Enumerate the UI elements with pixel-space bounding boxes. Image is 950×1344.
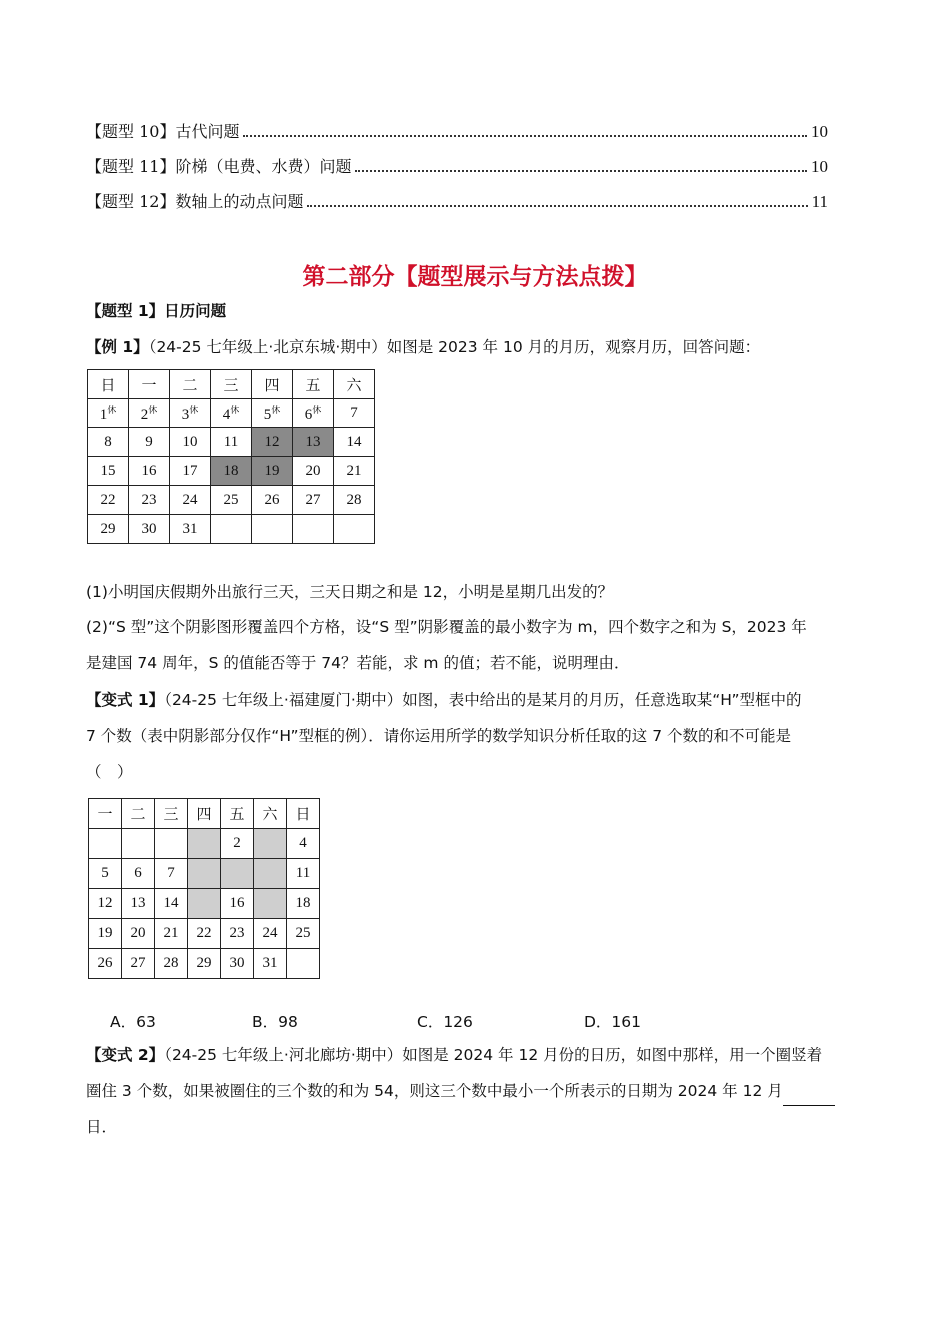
answer-blank[interactable] — [783, 1087, 835, 1106]
day-cell: 13 — [122, 889, 155, 919]
toc-row-type10[interactable] — [86, 118, 828, 142]
day-cell-empty — [293, 515, 334, 544]
day-cell-empty — [287, 949, 320, 979]
day-cell: 14 — [155, 889, 188, 919]
variant1-stem-line2: 7 个数（表中阴影部分仅作“H”型框的例）．请你运用所学的数学知识分析任取的这 7 个数的和不可能是 — [86, 727, 791, 745]
weekday-cell: 二 — [122, 799, 155, 829]
day-cell: 6 — [122, 859, 155, 889]
variant2-stem-line1 — [86, 1040, 866, 1070]
day-cell-shaded: 12 — [252, 428, 293, 457]
variant2-stem-line3: 日． — [86, 1118, 118, 1136]
day-cell — [129, 399, 170, 428]
weekday-cell: 一 — [89, 799, 122, 829]
day-cell: 20 — [293, 457, 334, 486]
day-cell — [334, 399, 375, 428]
day-cell: 18 — [287, 889, 320, 919]
day-number: 5 — [263, 406, 272, 423]
toc-page-number: 10 — [811, 157, 828, 176]
day-cell-empty — [211, 515, 252, 544]
weekday-cell: 六 — [334, 370, 375, 399]
day-cell: 4 — [287, 829, 320, 859]
calendar-week-row — [89, 829, 320, 859]
day-cell: 11 — [211, 428, 252, 457]
weekday-cell: 四 — [188, 799, 221, 829]
day-cell: 20 — [122, 919, 155, 949]
weekday-cell: 三 — [155, 799, 188, 829]
variant1-stem-line1 — [86, 685, 866, 715]
day-cell: 31 — [170, 515, 211, 544]
day-cell: 26 — [89, 949, 122, 979]
variant2-text: （24-25 七年级上·河北廊坊·期中）如图是 2024 年 12 月份的日历，如图中那样，用一个圈竖着 — [164, 1046, 823, 1064]
toc-label: 【题型 12】数轴上的动点问题 — [86, 192, 304, 211]
day-cell: 21 — [155, 919, 188, 949]
day-cell: 26 — [252, 486, 293, 515]
toc-leader-dots — [307, 205, 807, 207]
day-cell-empty — [155, 829, 188, 859]
toc-page-number: 11 — [811, 192, 828, 211]
calendar-h-frame — [88, 798, 320, 979]
option-c[interactable]: C．126 — [417, 1013, 473, 1031]
day-number: 2 — [140, 406, 149, 423]
example1-stem — [86, 332, 866, 362]
day-cell — [252, 399, 293, 428]
day-cell: 10 — [170, 428, 211, 457]
day-number: 3 — [181, 406, 190, 423]
day-cell: 16 — [221, 889, 254, 919]
day-cell-empty — [89, 829, 122, 859]
day-number: 7 — [350, 404, 358, 421]
calendar-week-row — [88, 457, 375, 486]
day-cell: 17 — [170, 457, 211, 486]
day-cell: 22 — [188, 919, 221, 949]
example1-text: （24-25 七年级上·北京东城·期中）如图是 2023 年 10 月的月历，观察月历，回答问题： — [148, 338, 761, 356]
day-cell: 11 — [287, 859, 320, 889]
weekday-cell: 三 — [211, 370, 252, 399]
example1-question-2-line2: 是建国 74 周年，S 的值能否等于 74？若能，求 m 的值；若不能，说明理由． — [86, 654, 630, 672]
day-cell: 31 — [254, 949, 287, 979]
variant2-stem-line2 — [86, 1076, 866, 1106]
weekday-cell: 四 — [252, 370, 293, 399]
calendar-week-row — [88, 486, 375, 515]
day-cell: 27 — [122, 949, 155, 979]
calendar-week-row — [89, 919, 320, 949]
day-cell-shaded — [188, 859, 221, 889]
toc-row-type12[interactable] — [86, 188, 828, 212]
toc-leader-dots — [243, 135, 807, 137]
day-cell: 25 — [211, 486, 252, 515]
day-cell-shaded: 18 — [211, 457, 252, 486]
part-title: 第二部分【题型展示与方法点拨】 — [302, 264, 648, 290]
day-cell: 16 — [129, 457, 170, 486]
day-cell — [211, 399, 252, 428]
day-cell — [293, 399, 334, 428]
type1-heading: 【题型 1】日历问题 — [86, 302, 227, 320]
day-cell-empty — [252, 515, 293, 544]
variant1-answer-bracket: （ ） — [86, 763, 133, 781]
day-cell: 21 — [334, 457, 375, 486]
holiday-mark: 休 — [189, 404, 199, 415]
variant1-text: （24-25 七年级上·福建厦门·期中）如图，表中给出的是某月的月历，任意选取某“H”型框中的 — [164, 691, 802, 709]
weekday-cell: 五 — [221, 799, 254, 829]
weekday-cell: 六 — [254, 799, 287, 829]
example1-question-1: (1)小明国庆假期外出旅行三天，三天日期之和是 12，小明是星期几出发的？ — [86, 583, 614, 601]
day-number: 4 — [222, 406, 231, 423]
day-cell-shaded — [188, 889, 221, 919]
example1-tag: 【例 1】 — [86, 338, 149, 356]
calendar-week-row — [88, 515, 375, 544]
day-cell: 12 — [89, 889, 122, 919]
day-cell: 2 — [221, 829, 254, 859]
weekday-cell: 一 — [129, 370, 170, 399]
holiday-mark: 休 — [148, 404, 158, 415]
day-cell: 24 — [170, 486, 211, 515]
day-cell: 14 — [334, 428, 375, 457]
holiday-mark: 休 — [230, 404, 240, 415]
day-cell — [88, 399, 129, 428]
day-cell: 9 — [129, 428, 170, 457]
toc-label: 【题型 10】古代问题 — [86, 122, 240, 141]
calendar-week-row — [89, 889, 320, 919]
day-cell: 23 — [129, 486, 170, 515]
option-b[interactable]: B．98 — [252, 1013, 298, 1031]
toc-page-number: 10 — [811, 122, 828, 141]
day-cell — [170, 399, 211, 428]
day-cell: 29 — [88, 515, 129, 544]
day-cell-shaded — [254, 889, 287, 919]
day-cell-shaded — [254, 829, 287, 859]
day-number: 6 — [304, 406, 313, 423]
toc-row-type11[interactable] — [86, 153, 828, 177]
holiday-mark: 休 — [312, 404, 322, 415]
day-cell: 5 — [89, 859, 122, 889]
weekday-cell: 二 — [170, 370, 211, 399]
calendar-week-row — [89, 859, 320, 889]
weekday-cell: 五 — [293, 370, 334, 399]
day-cell-empty — [334, 515, 375, 544]
day-cell: 28 — [334, 486, 375, 515]
calendar-week-row — [89, 949, 320, 979]
day-cell: 24 — [254, 919, 287, 949]
variant1-tag: 【变式 1】 — [86, 691, 165, 709]
calendar-october-2023 — [87, 369, 375, 544]
day-cell: 19 — [89, 919, 122, 949]
option-d[interactable]: D．161 — [584, 1013, 642, 1031]
day-cell: 27 — [293, 486, 334, 515]
day-cell: 30 — [221, 949, 254, 979]
day-cell: 30 — [129, 515, 170, 544]
day-cell: 28 — [155, 949, 188, 979]
day-cell-shaded — [221, 859, 254, 889]
day-cell: 7 — [155, 859, 188, 889]
option-a[interactable]: A．63 — [110, 1013, 156, 1031]
day-cell: 29 — [188, 949, 221, 979]
calendar-header-row — [89, 799, 320, 829]
weekday-cell: 日 — [287, 799, 320, 829]
day-cell-empty — [122, 829, 155, 859]
calendar-week-row — [88, 399, 375, 428]
holiday-mark: 休 — [107, 404, 117, 415]
variant2-tag: 【变式 2】 — [86, 1046, 165, 1064]
day-cell: 8 — [88, 428, 129, 457]
example1-question-2-line1: (2)“S 型”这个阴影图形覆盖四个方格，设“S 型”阴影覆盖的最小数字为 m，四个数字之和为 S，2023 年 — [86, 618, 807, 636]
day-cell-shaded — [254, 859, 287, 889]
weekday-cell: 日 — [88, 370, 129, 399]
day-cell-shaded — [188, 829, 221, 859]
day-cell: 15 — [88, 457, 129, 486]
holiday-mark: 休 — [271, 404, 281, 415]
calendar-week-row — [88, 428, 375, 457]
day-number: 1 — [99, 406, 108, 423]
day-cell: 23 — [221, 919, 254, 949]
day-cell-shaded: 19 — [252, 457, 293, 486]
calendar-header-row — [88, 370, 375, 399]
day-cell: 22 — [88, 486, 129, 515]
toc-label: 【题型 11】阶梯（电费、水费）问题 — [86, 157, 352, 176]
day-cell: 25 — [287, 919, 320, 949]
toc-leader-dots — [355, 170, 807, 172]
day-cell-shaded: 13 — [293, 428, 334, 457]
variant2-text-line2: 圈住 3 个数，如果被圈住的三个数的和为 54，则这三个数中最小一个所表示的日期为 2024 年 12 月 — [86, 1082, 783, 1100]
